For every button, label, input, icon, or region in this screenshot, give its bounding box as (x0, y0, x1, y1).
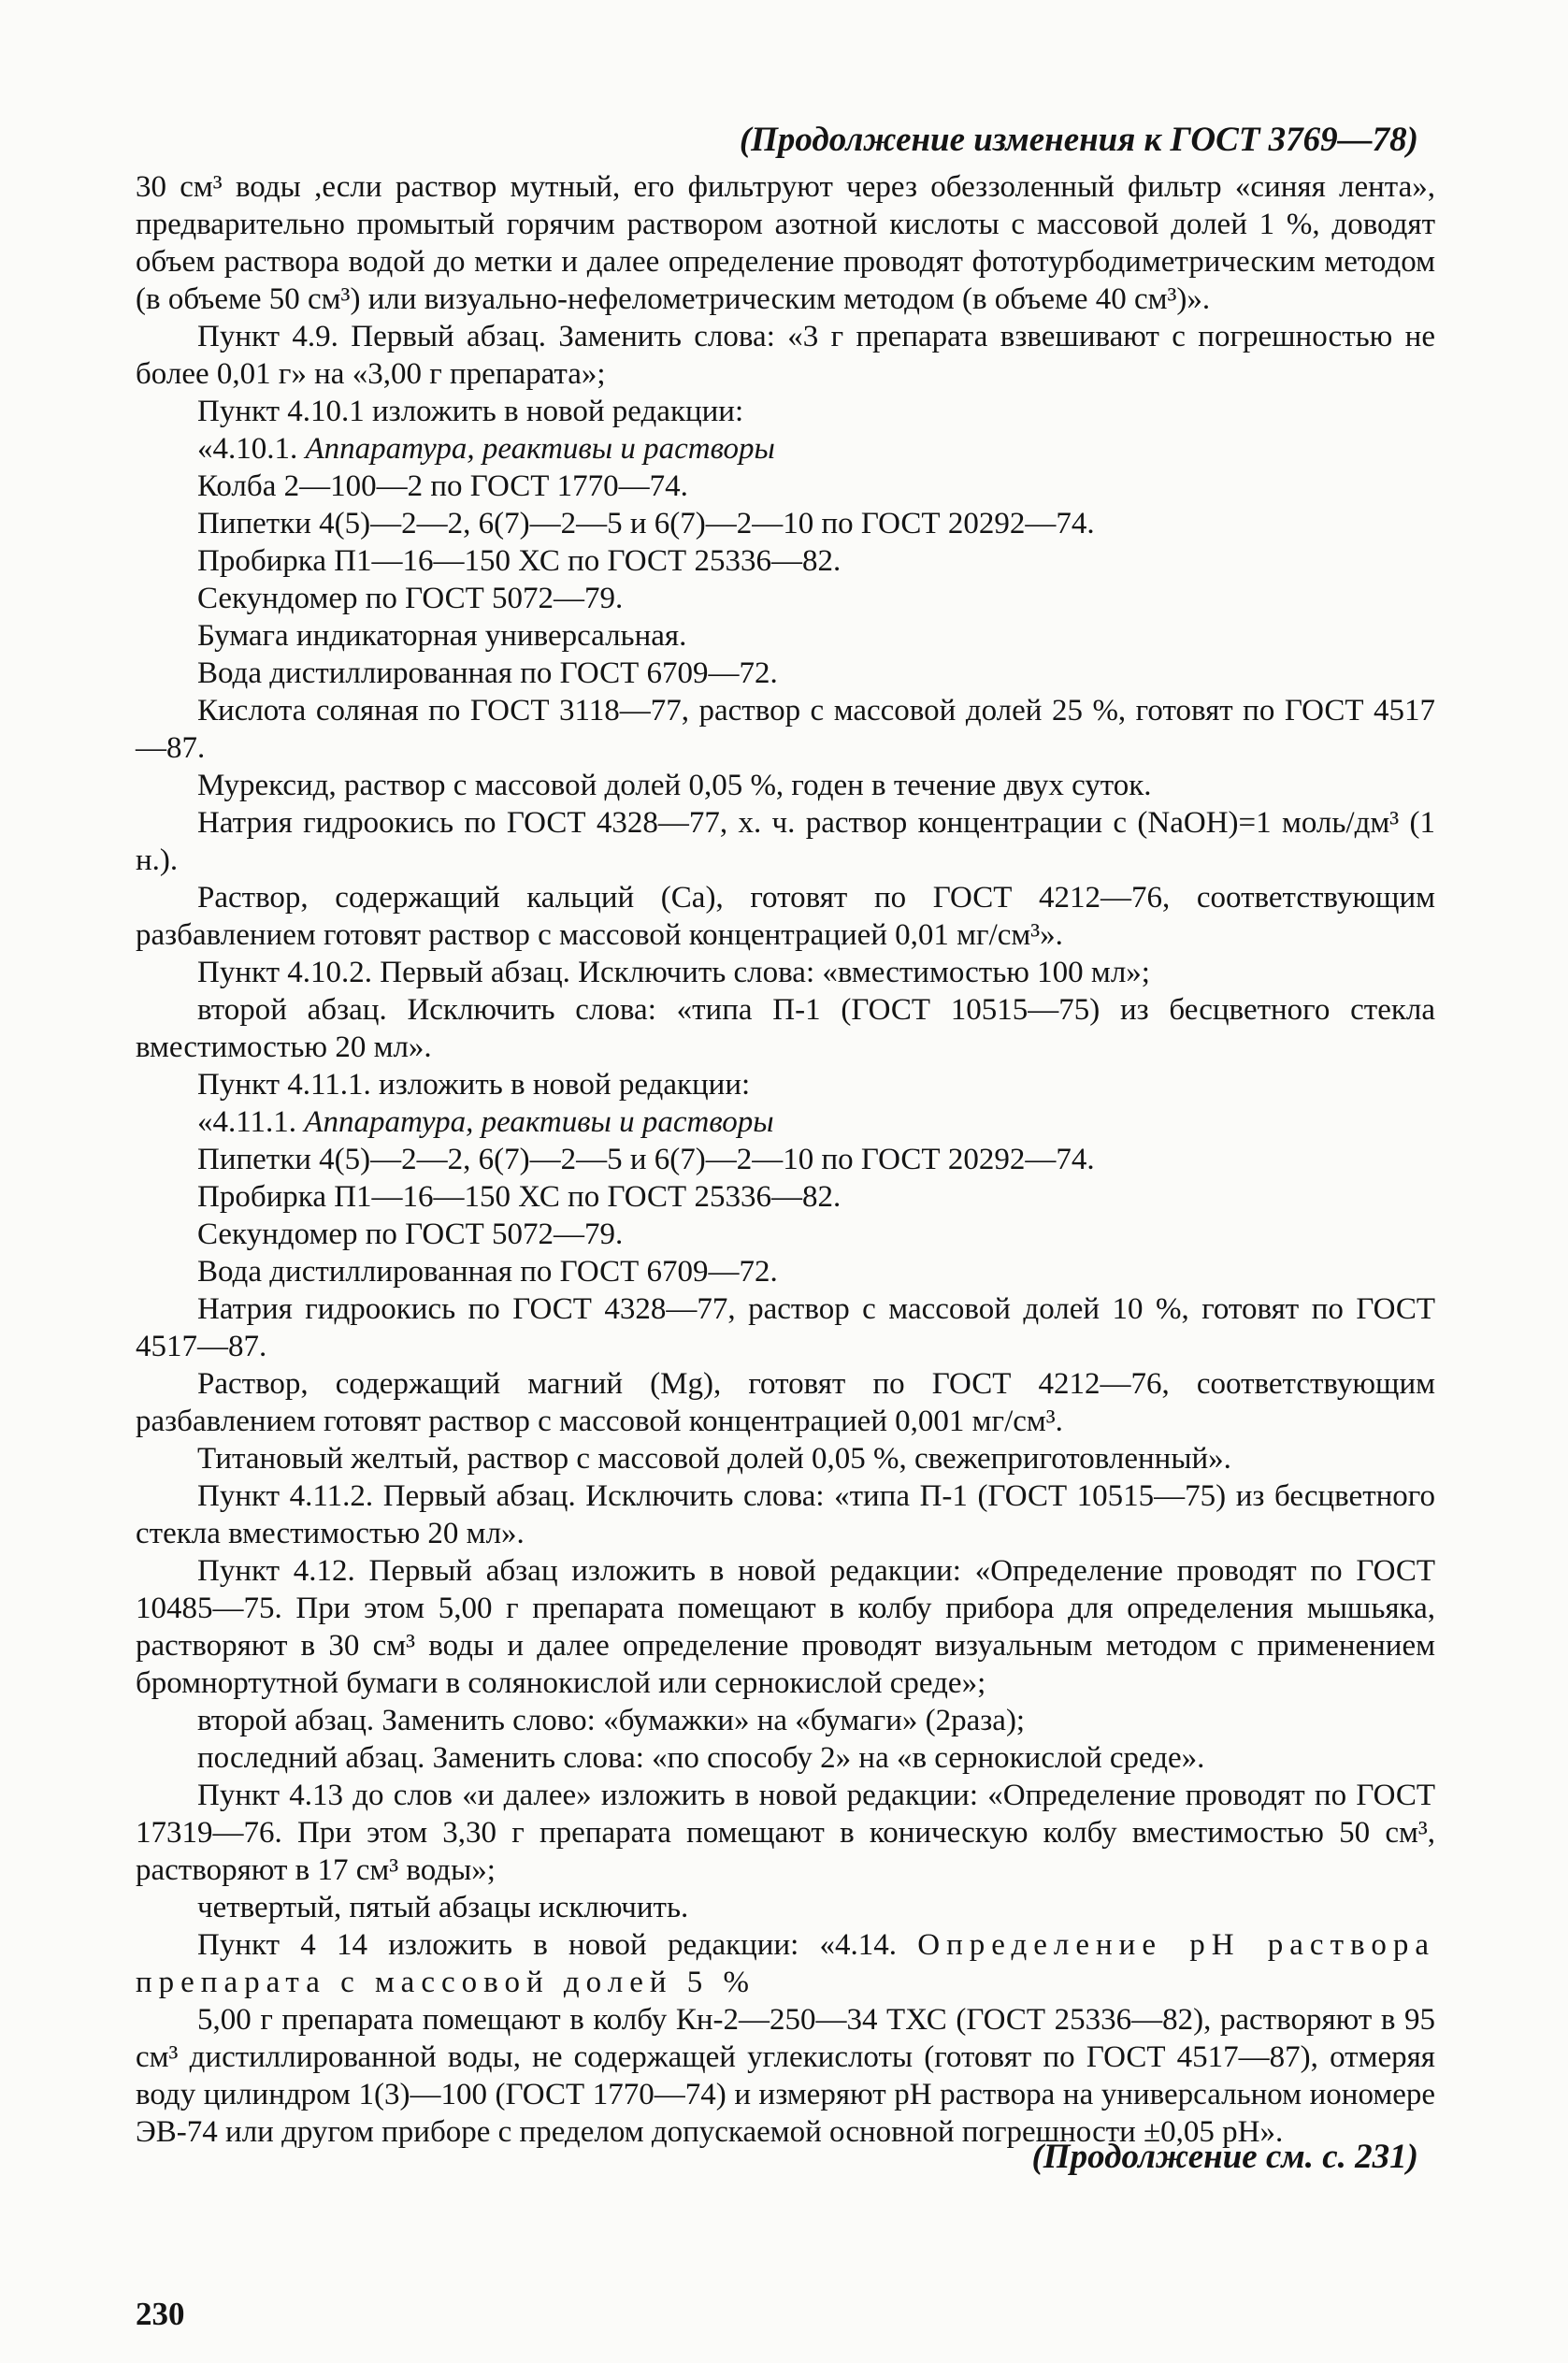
list-item: Секундомер по ГОСТ 5072—79. (197, 582, 624, 615)
list-item: Пробирка П1—16—150 ХС по ГОСТ 25336—82. (197, 1180, 842, 1214)
paragraph: второй абзац. Заменить слово: «бумажки» на «бумаги» (2раза); (197, 1704, 1026, 1737)
list-item: Бумага индикаторная универсальная. (197, 619, 687, 653)
paragraph: четвертый, пятый абзацы исключить. (197, 1891, 689, 1924)
paragraph: Пункт 4.12. Первый абзац изложить в новой редакции: «Определение проводят по ГОСТ 10485—75. При этом 5,00 г препарата помещают в колбу прибора для определения мышьяка, растворяют в 30 см³ воды и далее определение проводят визуальным методом с применением бромнортутной бумаги в солянокислой или сернокислой среде»; (136, 1554, 1435, 1700)
list-item: Секундомер по ГОСТ 5072—79. (197, 1218, 624, 1251)
list-item: Пипетки 4(5)—2—2, 6(7)—2—5 и 6(7)—2—10 по ГОСТ 20292—74. (197, 507, 1095, 540)
document-body (136, 168, 1435, 2151)
page-number: 230 (136, 2296, 185, 2332)
section-heading-4-11-1 (136, 1103, 1435, 1141)
paragraph: Пункт 4.11.2. Первый абзац. Исключить слова: «типа П-1 (ГОСТ 10515—75) из бесцветного стекла вместимостью 20 мл». (136, 1479, 1435, 1550)
list-item: Кислота соляная по ГОСТ 3118—77, раствор с массовой долей 25 %, готовят по ГОСТ 4517—87. (136, 694, 1435, 765)
paragraph: Пункт 4.10.2. Первый абзац. Исключить слова: «вместимостью 100 мл»; (197, 956, 1150, 989)
paragraph: 5,00 г препарата помещают в колбу Кн-2—250—34 ТХС (ГОСТ 25336—82), растворяют в 95 см³ дистиллированной воды, не содержащей углекислоты (готовят по ГОСТ 4517—87), отмеряя воду цилиндром 1(3)—100 (ГОСТ 1770—74) и измеряют pH раствора на универсальном иономере ЭВ-74 или другом приборе с пределом допускаемой основной погрешности ±0,05 pH». (136, 2003, 1435, 2149)
continuation-note: (Продолжение см. с. 231) (1031, 2138, 1418, 2176)
section-heading-4-10-1 (136, 430, 1435, 468)
list-item: Титановый желтый, раствор с массовой долей 0,05 %, свежеприготовленный». (197, 1442, 1231, 1476)
paragraph: Пункт 4.9. Первый абзац. Заменить слова: «3 г препарата взвешивают с погрешностью не более 0,01 г» на «3,00 г препарата»; (136, 320, 1435, 391)
section-lead: Пункт 4 14 изложить в новой редакции: «4.14. (197, 1928, 918, 1962)
list-item: Мурексид, раствор с массовой долей 0,05 %, годен в течение двух суток. (197, 769, 1152, 802)
section-title: Аппаратура, реактивы и растворы (304, 1105, 774, 1139)
paragraph: Пункт 4.10.1 изложить в новой редакции: (197, 395, 744, 428)
list-item: Раствор, содержащий кальций (Са), готовят по ГОСТ 4212—76, соответствующим разбавлением готовят раствор с массовой концентрацией 0,01 мг/см³». (136, 881, 1435, 952)
section-title: Аппаратура, реактивы и растворы (305, 432, 775, 466)
paragraph: Пункт 4.13 до слов «и далее» изложить в новой редакции: «Определение проводят по ГОСТ 17319—76. При этом 3,30 г препарата помещают в коническую колбу вместимостью 50 см³, растворяют в 17 см³ воды»; (136, 1779, 1435, 1887)
paragraph: последний абзац. Заменить слова: «по способу 2» на «в сернокислой среде». (197, 1741, 1205, 1775)
list-item: Колба 2—100—2 по ГОСТ 1770—74. (197, 469, 688, 503)
list-item: Пипетки 4(5)—2—2, 6(7)—2—5 и 6(7)—2—10 по ГОСТ 20292—74. (197, 1143, 1095, 1176)
paragraph: второй абзац. Исключить слова: «типа П-1 (ГОСТ 10515—75) из бесцветного стекла вместимостью 20 мл». (136, 993, 1435, 1064)
list-item: Раствор, содержащий магний (Mg), готовят по ГОСТ 4212—76, соответствующим разбавлением готовят раствор с массовой концентрацией 0,001 мг/см³. (136, 1367, 1435, 1438)
section-number: «4.11.1. (197, 1105, 297, 1139)
list-item: Вода дистиллированная по ГОСТ 6709—72. (197, 656, 778, 690)
list-item: Натрия гидроокись по ГОСТ 4328—77, х. ч. раствор концентрации с (NaOH)=1 моль/дм³ (1 н.). (136, 806, 1435, 877)
section-number: «4.10.1. (197, 432, 298, 466)
section-heading-4-14 (136, 1926, 1435, 2001)
paragraph: 30 см³ воды ,если раствор мутный, его фильтруют через обеззоленный фильтр «синяя лента», предварительно промытый горячим раствором азотной кислоты с массовой долей 1 %, доводят объем раствора водой до метки и далее определение проводят фототурбодиметрическим методом (в объеме 50 см³) или визуально-нефелометрическим методом (в объеме 40 см³)». (136, 170, 1435, 316)
list-item: Вода дистиллированная по ГОСТ 6709—72. (197, 1255, 778, 1289)
running-header: (Продолжение изменения к ГОСТ 3769—78) (739, 121, 1418, 159)
list-item: Натрия гидроокись по ГОСТ 4328—77, раствор с массовой долей 10 %, готовят по ГОСТ 4517—87. (136, 1292, 1435, 1363)
paragraph: Пункт 4.11.1. изложить в новой редакции: (197, 1068, 751, 1102)
list-item: Пробирка П1—16—150 ХС по ГОСТ 25336—82. (197, 544, 842, 578)
section-title: Определение pH раствора препарата с массовой долей 5 % (136, 1928, 1435, 1999)
